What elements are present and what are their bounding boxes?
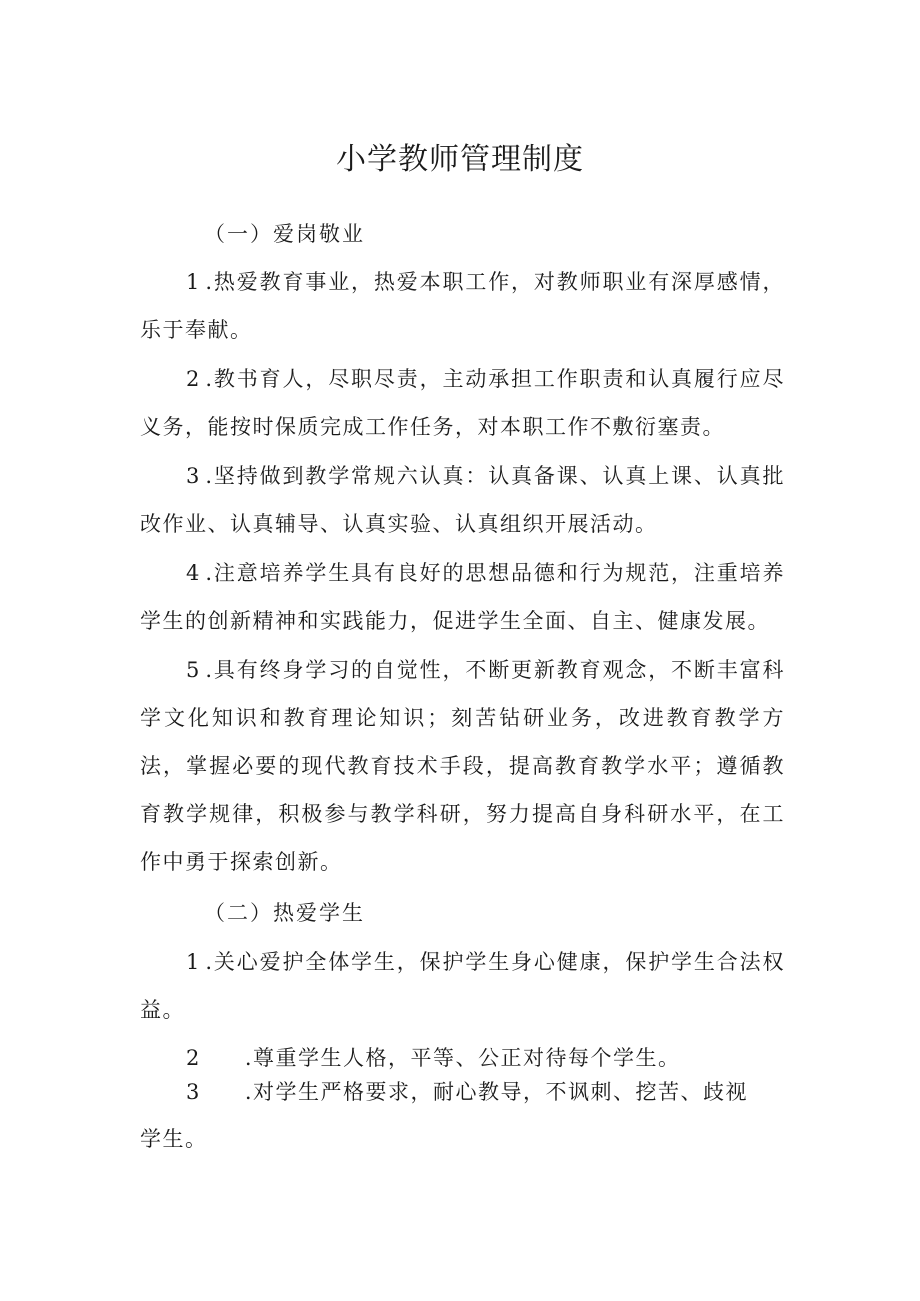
item-number: 5 xyxy=(186,658,206,682)
item-text: .注意培养学生具有良好的思想品德和行为规范，注重培养学生的创新精神和实践能力，促进学生全面、自主、健康发展。 xyxy=(140,561,785,633)
item-text: .教书育人，尽职尽责，主动承担工作职责和认真履行应尽义务，能按时保质完成工作任务，对本职工作不敷衍塞责。 xyxy=(140,367,785,439)
paragraph-1-3 xyxy=(140,452,785,548)
paragraph-2-3 xyxy=(186,1077,748,1107)
item-number: 3 xyxy=(186,464,206,488)
paragraph-1-2 xyxy=(140,355,785,451)
item-text: 学生。 xyxy=(140,1127,208,1151)
item-number: 1 xyxy=(186,270,206,294)
item-text: .关心爱护全体学生，保护学生身心健康，保护学生合法权益。 xyxy=(140,950,785,1022)
item-number: 3 xyxy=(186,1080,201,1104)
item-number: 2 xyxy=(186,1046,201,1070)
paragraph-1-5 xyxy=(140,646,785,886)
item-text: .热爱教育事业，热爱本职工作，对教师职业有深厚感情，乐于奉献。 xyxy=(140,270,785,342)
item-number: 1 xyxy=(186,950,206,974)
item-text: .对学生严格要求，耐心教导，不讽刺、挖苦、歧视 xyxy=(244,1080,749,1104)
item-text: .坚持做到教学常规六认真：认真备课、认真上课、认真批改作业、认真辅导、认真实验、认真组织开展活动。 xyxy=(140,464,785,536)
item-text: .具有终身学习的自觉性，不断更新教育观念，不断丰富科学文化知识和教育理论知识；刻苦钻研业务，改进教育教学方法，掌握必要的现代教育技术手段，提高教育教学水平；遵循教育教学规律，积极参与教学科研，努力提高自身科研水平，在工作中勇于探索创新。 xyxy=(140,658,785,874)
item-number: 2 xyxy=(186,367,206,391)
paragraph-2-3-continuation xyxy=(140,1124,208,1154)
item-text: .尊重学生人格，平等、公正对待每个学生。 xyxy=(244,1046,681,1070)
paragraph-1-4 xyxy=(140,549,785,645)
paragraph-2-1 xyxy=(140,938,785,1034)
paragraph-2-2 xyxy=(186,1043,681,1073)
paragraph-1-1 xyxy=(140,258,785,354)
item-number: 4 xyxy=(186,561,206,585)
section-heading-2: （二）热爱学生 xyxy=(204,901,365,925)
section-heading-1: （一）爱岗敬业 xyxy=(204,222,365,246)
document-title: 小学教师管理制度 xyxy=(336,142,584,177)
